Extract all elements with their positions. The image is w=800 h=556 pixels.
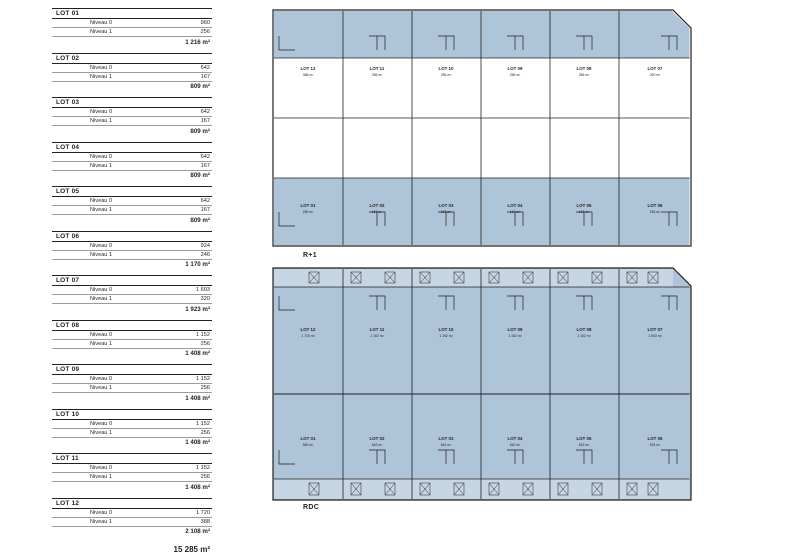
cell-area: 1 152 m² [370,334,384,338]
level-label: Niveau 0 [90,420,113,427]
cell-area: 642 m² [440,443,452,447]
cell-area: 320 m² [649,73,661,77]
cell-name: LOT 12 [300,327,316,332]
level-area: 1 152 [196,376,210,382]
lot-title: LOT 11 [52,453,212,464]
lot-level-row [52,153,212,162]
level-area: 256 [200,429,210,436]
cell-name: LOT 03 [438,436,454,441]
level-label: Niveau 0 [90,198,113,204]
band-bottom [274,178,690,245]
cell-name: LOT 11 [369,327,385,332]
level-area: 256 [200,340,210,347]
lot-title: LOT 04 [52,142,212,153]
lot-level-row [52,429,212,438]
level-area: 320 [200,296,210,302]
lot-level-row [52,73,212,82]
level-area: 256 [200,385,210,391]
cell-area: 167 m² [509,210,521,214]
lot-title: LOT 02 [52,53,212,64]
cell-name: LOT 06 [647,203,663,208]
cell-area: 642 m² [578,443,590,447]
lot-block [52,275,212,314]
cell-area: 642 m² [371,443,383,447]
lot-level-row [52,242,212,251]
cell-area: 924 m² [649,443,661,447]
cell-name: LOT 07 [647,327,663,332]
level-area: 1 152 [196,420,210,427]
cell-name: LOT 09 [507,66,523,71]
lot-total: 1 408 m² [185,439,210,446]
lot-block [52,186,212,225]
level-label: Niveau 0 [90,287,113,293]
cell-area: 167 m² [440,210,452,214]
lot-title: LOT 12 [52,498,212,509]
level-label: Niveau 1 [90,162,113,169]
lot-title: LOT 08 [52,320,212,331]
lot-level-row [52,117,212,126]
lot-block [52,8,212,47]
lot-level-row [52,197,212,206]
level-area: 924 [200,242,210,249]
level-area: 642 [200,64,210,71]
cell-name: LOT 09 [507,327,523,332]
lot-title: LOT 06 [52,231,212,242]
lot-level-row [52,28,212,37]
lot-level-row [52,375,212,384]
plan-upper-floor [265,6,695,259]
plan-upper-svg [265,6,695,251]
lot-block [52,409,212,448]
cell-area: 256 m² [440,73,452,77]
lot-block [52,231,212,270]
lot-block [52,453,212,492]
cell-name: LOT 04 [507,203,523,208]
cell-name: LOT 01 [300,436,316,441]
lot-title: LOT 01 [52,8,212,19]
lot-level-row [52,251,212,260]
lot-total: 809 m² [190,127,210,135]
level-label: Niveau 0 [90,64,113,71]
lot-level-row [52,19,212,28]
lot-block [52,364,212,403]
lot-level-row [52,295,212,304]
level-area: 167 [200,73,210,80]
grand-total: 15 285 m² [173,545,210,554]
lot-level-row [52,473,212,482]
lot-block [52,142,212,181]
level-label: Niveau 0 [90,20,113,26]
lot-total: 1 923 m² [185,305,210,313]
lot-total: 809 m² [190,172,210,179]
cell-area: 960 m² [302,443,314,447]
lot-level-row [52,464,212,473]
level-label: Niveau 1 [90,73,113,80]
cell-area: 256 m² [509,73,521,77]
lot-title: LOT 07 [52,275,212,286]
cell-name: LOT 03 [438,203,454,208]
level-label: Niveau 1 [90,29,113,35]
lot-level-row [52,206,212,215]
lot-total: 1 408 m² [185,394,210,402]
cell-area: 1 152 m² [577,334,591,338]
level-label: Niveau 1 [90,251,113,258]
level-label: Niveau 1 [90,118,113,124]
plan-ground-svg [265,264,695,504]
level-area: 246 [200,251,210,258]
lot-title: LOT 09 [52,364,212,375]
level-label: Niveau 1 [90,296,113,302]
lot-level-row [52,509,212,518]
plan-label-upper: R+1 [303,252,317,259]
cell-area: 167 m² [578,210,590,214]
cell-area: 1 720 m² [301,334,315,338]
cell-area: 1 152 m² [508,334,522,338]
lot-title: LOT 03 [52,97,212,108]
lot-total: 2 108 m² [185,528,210,535]
level-area: 167 [200,118,210,124]
level-area: 1 152 [196,331,210,338]
level-label: Niveau 0 [90,376,113,382]
cell-name: LOT 12 [300,66,316,71]
cell-name: LOT 05 [576,203,592,208]
cell-name: LOT 07 [647,66,663,71]
lot-total: 1 216 m² [185,38,210,46]
cell-name: LOT 08 [576,327,592,332]
dock-band-top [274,269,673,287]
lot-level-row [52,286,212,295]
lot-block [52,53,212,92]
level-area: 388 [200,518,210,525]
cell-area: 1 152 m² [439,334,453,338]
cell-area: 256 m² [302,210,314,214]
level-label: Niveau 1 [90,385,113,391]
cell-area: 167 m² [371,210,383,214]
lot-schedule-table [52,8,212,554]
level-area: 167 [200,162,210,169]
level-area: 167 [200,207,210,213]
cell-name: LOT 10 [438,327,454,332]
lot-level-row [52,331,212,340]
cell-area: 256 m² [371,73,383,77]
cell-name: LOT 08 [576,66,592,71]
cell-area: 256 m² [578,73,590,77]
lot-total: 1 408 m² [185,350,210,357]
level-area: 642 [200,109,210,115]
level-label: Niveau 1 [90,474,113,480]
level-label: Niveau 1 [90,340,113,347]
level-label: Niveau 1 [90,207,113,213]
lot-total: 1 408 m² [185,483,210,491]
cell-name: LOT 02 [369,203,385,208]
cell-name: LOT 01 [300,203,316,208]
lot-block [52,320,212,359]
lot-level-row [52,518,212,527]
level-label: Niveau 0 [90,242,113,249]
level-area: 642 [200,198,210,204]
level-area: 256 [200,29,210,35]
lot-total: 1 170 m² [185,261,210,268]
level-label: Niveau 1 [90,429,113,436]
cell-name: LOT 05 [576,436,592,441]
level-area: 1 603 [196,287,210,293]
lot-title: LOT 05 [52,186,212,197]
level-label: Niveau 0 [90,109,113,115]
level-area: 1 720 [196,509,210,516]
plan-label-ground: RDC [303,504,320,511]
cell-name: LOT 11 [369,66,385,71]
level-area: 642 [200,153,210,160]
cell-area: 388 m² [302,73,314,77]
lot-block [52,498,212,537]
level-label: Niveau 0 [90,331,113,338]
level-label: Niveau 0 [90,465,113,471]
cell-name: LOT 06 [647,436,663,441]
band-top [274,11,690,58]
level-label: Niveau 0 [90,509,113,516]
cell-area: 1 603 m² [648,334,662,338]
lot-title: LOT 10 [52,409,212,420]
lot-level-row [52,420,212,429]
cell-name: LOT 04 [507,436,523,441]
level-area: 256 [200,474,210,480]
lot-total: 809 m² [190,216,210,224]
lot-level-row [52,340,212,349]
lot-level-row [52,108,212,117]
building-outline [273,268,691,500]
cell-area: 246 m² [649,210,661,214]
level-area: 1 152 [196,465,210,471]
cell-name: LOT 10 [438,66,454,71]
level-label: Niveau 1 [90,518,113,525]
lot-block [52,97,212,136]
plan-ground-floor [265,264,695,509]
cell-area: 642 m² [509,443,521,447]
lot-level-row [52,64,212,73]
lot-level-row [52,162,212,171]
level-label: Niveau 0 [90,153,113,160]
level-area: 960 [200,20,210,26]
cell-name: LOT 02 [369,436,385,441]
lot-total: 809 m² [190,83,210,90]
lot-level-row [52,384,212,393]
